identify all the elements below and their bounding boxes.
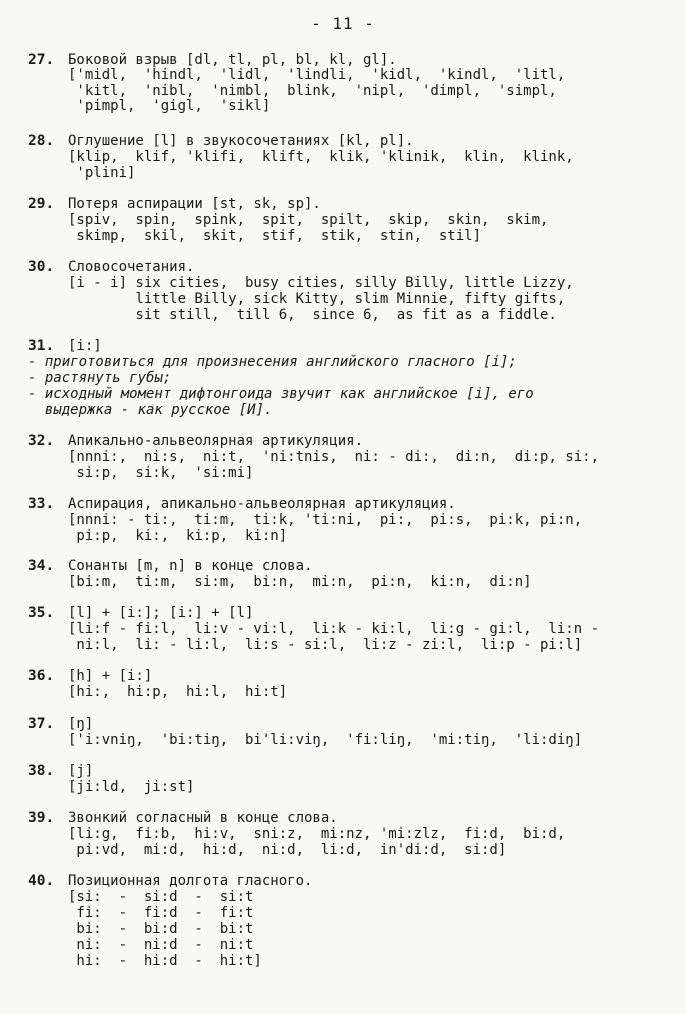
exercise-header: [28, 873, 678, 889]
page-number: - 11 -: [311, 14, 375, 33]
transcription-line: [klip, klif, 'klifi, klift, klik, 'klinik, klin, klink,: [68, 149, 574, 165]
exercise-title: [ŋ]: [68, 716, 94, 732]
exercise-number: 28.: [28, 133, 55, 149]
exercise-header: [28, 52, 678, 68]
exercise-30: [28, 259, 678, 323]
exercise-35: [28, 605, 678, 653]
exercise-header: [28, 259, 678, 275]
exercise-header: [28, 496, 678, 512]
exercise-title: [i:]: [68, 338, 102, 354]
transcription-line: [nnni: - ti:, ti:m, ti:k, 'ti:ni, pi:, pi:s, pi:k, pi:n,: [68, 512, 583, 528]
exercise-title: Словосочетания.: [68, 259, 195, 275]
exercise-title: Потеря аспирации [st, sk, sp].: [68, 196, 321, 212]
transcription-line: si:p, si:k, 'si:mi]: [68, 465, 254, 481]
exercise-number: 29.: [28, 196, 55, 212]
exercise-29: [28, 196, 678, 244]
exercise-title: [j]: [68, 763, 94, 779]
exercise-header: [28, 433, 678, 449]
exercise-number: 33.: [28, 496, 55, 512]
exercise-title: Аспирация, апикально-альвеолярная артикуляция.: [68, 496, 456, 512]
exercise-header: [28, 133, 678, 149]
exercise-number: 31.: [28, 338, 55, 354]
transcription-line: ni: - ni:d - ni:t: [68, 937, 254, 953]
phrase-line: sit still, till 6, since 6, as fit as a fiddle.: [68, 307, 557, 323]
exercise-header: [28, 338, 678, 354]
exercise-31: [28, 338, 678, 418]
transcription-line: [nnni:, ni:s, ni:t, 'ni:tnis, ni: - di:, di:n, di:p, si:,: [68, 449, 600, 465]
transcription-line: [spiv, spin, spink, spit, spilt, skip, skin, skim,: [68, 212, 549, 228]
exercise-title: Апикально-альвеолярная артикуляция.: [68, 433, 364, 449]
phrase-line: little Billy, sick Kitty, slim Minnie, fifty gifts,: [68, 291, 566, 307]
exercise-36: [28, 668, 678, 700]
exercise-header: [28, 668, 678, 684]
exercise-title: [h] + [i:]: [68, 668, 153, 684]
exercise-header: [28, 196, 678, 212]
exercise-number: 37.: [28, 716, 55, 732]
exercise-number: 40.: [28, 873, 55, 889]
exercise-number: 36.: [28, 668, 55, 684]
transcription-line: ['i:vniŋ, 'bi:tiŋ, bi'li:viŋ, 'fi:liŋ, 'mi:tiŋ, 'li:diŋ]: [68, 732, 583, 748]
transcription-line: fi: - fi:d - fi:t: [68, 905, 254, 921]
instruction-line: - приготовиться для произнесения английского гласного [i];: [28, 354, 517, 370]
exercise-number: 30.: [28, 259, 55, 275]
exercise-title: Боковой взрыв [dl, tl, pl, bl, kl, gl].: [68, 52, 397, 68]
transcription-line: skimp, skil, skit, stif, stik, stin, stil]: [68, 228, 482, 244]
exercise-28: [28, 133, 678, 181]
exercise-39: [28, 810, 678, 858]
exercise-title: [l] + [i:]; [i:] + [l]: [68, 605, 254, 621]
exercise-title: Оглушение [l] в звукосочетаниях [kl, pl].: [68, 133, 414, 149]
exercise-38: [28, 763, 678, 795]
transcription-line: pi:vd, mi:d, hi:d, ni:d, li:d, in'di:d, si:d]: [68, 842, 507, 858]
exercise-27: [28, 52, 678, 115]
exercise-header: [28, 558, 678, 574]
exercise-header: [28, 763, 678, 779]
exercise-number: 39.: [28, 810, 55, 826]
exercise-header: [28, 810, 678, 826]
transcription-line: [hi:, hi:p, hi:l, hi:t]: [68, 684, 288, 700]
exercise-32: [28, 433, 678, 481]
transcription-line: [li:f - fi:l, li:v - vi:l, li:k - ki:l, li:g - gi:l, li:n -: [68, 621, 600, 637]
exercise-title: Сонанты [m, n] в конце слова.: [68, 558, 313, 574]
transcription-line: [li:g, fi:b, hi:v, sni:z, mi:nz, 'mi:zlz, fi:d, bi:d,: [68, 826, 566, 842]
transcription-line: [si: - si:d - si:t: [68, 889, 254, 905]
exercise-33: [28, 496, 678, 544]
instruction-line: - исходный момент дифтонгоида звучит как английское [i], его: [28, 386, 534, 402]
exercise-header: [28, 716, 678, 732]
transcription-line: 'plini]: [68, 165, 136, 181]
exercise-header: [28, 605, 678, 621]
transcription-line: pi:p, ki:, ki:p, ki:n]: [68, 528, 288, 544]
transcription-line: bi: - bi:d - bi:t: [68, 921, 254, 937]
exercise-title: Позиционная долгота гласного.: [68, 873, 313, 889]
exercise-title: Звонкий согласный в конце слова.: [68, 810, 338, 826]
exercise-37: [28, 716, 678, 748]
transcription-line: [bi:m, ti:m, si:m, bi:n, mi:n, pi:n, ki:n, di:n]: [68, 574, 532, 590]
exercise-number: 32.: [28, 433, 55, 449]
transcription-line: ni:l, li: - li:l, li:s - si:l, li:z - zi:l, li:p - pi:l]: [68, 637, 583, 653]
phrase-line: [i - i] six cities, busy cities, silly Billy, little Lizzy,: [68, 275, 574, 291]
transcription-line: [ji:ld, ji:st]: [68, 779, 195, 795]
instruction-line: - растянуть губы;: [28, 370, 172, 386]
exercise-number: 34.: [28, 558, 55, 574]
transcription-line: ['midl, 'hindl, 'lidl, 'lindli, 'kidl, 'kindl, 'litl,: [68, 68, 566, 83]
exercise-number: 38.: [28, 763, 55, 779]
transcription-line: hi: - hi:d - hi:t]: [68, 953, 262, 969]
instruction-line: выдержка - как русское [И].: [28, 402, 273, 418]
exercise-34: [28, 558, 678, 590]
transcription-line: 'kitl, 'nibl, 'nimbl, blink, 'nipl, 'dimpl, 'simpl,: [68, 83, 557, 99]
exercise-number: 27.: [28, 52, 55, 68]
transcription-line: 'pimpl, 'gigl, 'sikl]: [68, 99, 271, 114]
exercise-number: 35.: [28, 605, 55, 621]
exercise-40: [28, 873, 678, 969]
